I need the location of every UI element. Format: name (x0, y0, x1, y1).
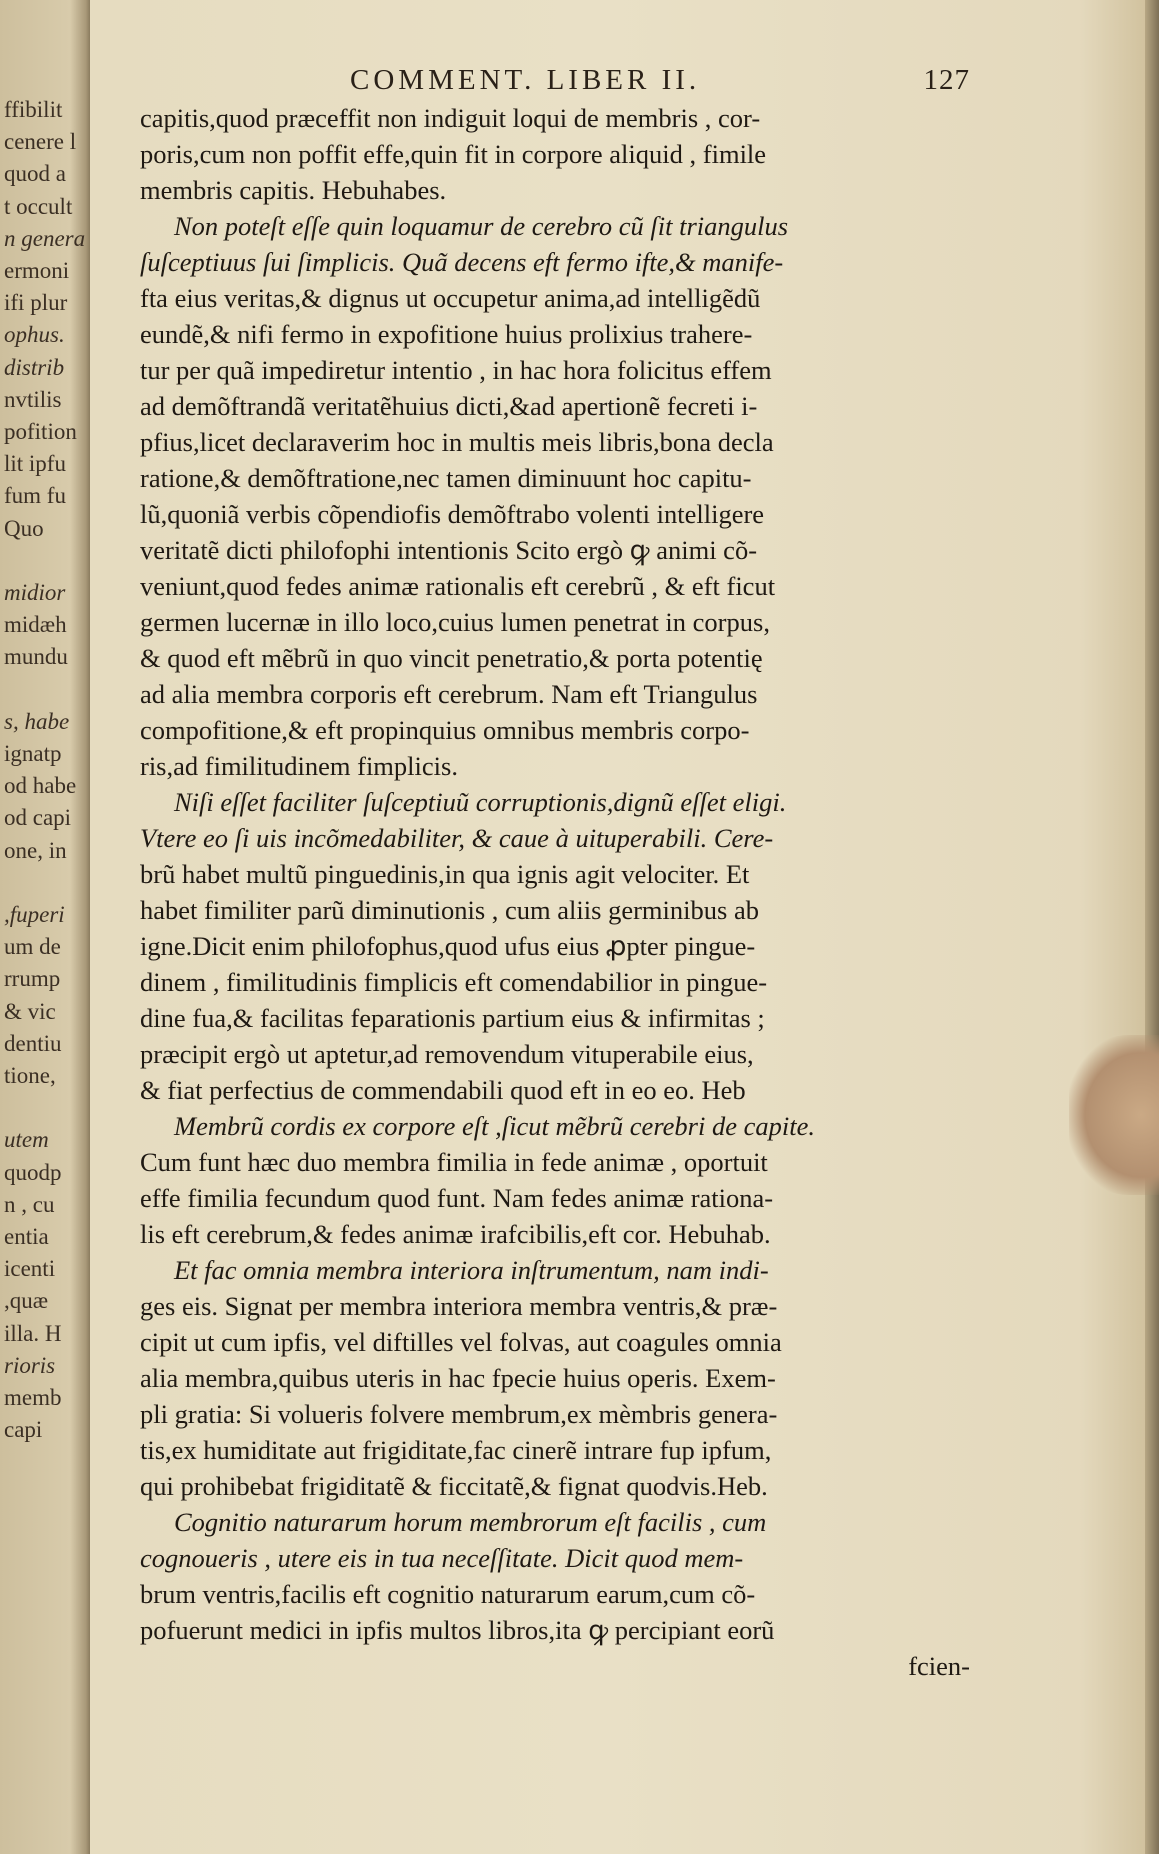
page-number: 127 (923, 64, 970, 96)
text-line: & quod eft mẽbrũ in quo vincit penetratio,& porta potentię (140, 643, 763, 673)
text-line: Vtere eo ſi uis incõmedabiliter, & caue à uituperabili. Cere- (140, 823, 774, 853)
text-line: lũ,quoniã verbis cõpendiofis demõftrabo volenti intelligere (140, 499, 765, 529)
facing-page-fragment: ,quæ (4, 1288, 49, 1314)
text-line: fta eius veritas,& dignus ut occupetur anima,ad intelligẽdũ (140, 283, 761, 313)
facing-page-fragment: dentiu (4, 1030, 62, 1056)
text-line: membris capitis. Hebuhabes. (140, 175, 447, 205)
text-line: ratione,& demõftratione,nec tamen diminuunt hoc capitu- (140, 463, 752, 493)
text-line: ris,ad fimilitudinem fimplicis. (140, 751, 458, 781)
text-line: pfius,licet declaraverim hoc in multis meis libris,bona decla (140, 427, 774, 457)
facing-page-fragment: n , cu (4, 1191, 55, 1217)
facing-page-fragment: & vic (4, 998, 56, 1024)
facing-page-fragment: um de (4, 934, 61, 960)
bookmark-tab (1069, 1035, 1159, 1195)
facing-page-fragment: rrump (4, 966, 61, 992)
facing-page-fragment: s, habe (4, 708, 70, 734)
facing-page-fragment: Quo (4, 515, 44, 541)
text-line: Cum funt hæc duo membra fimilia in fede animæ , oportuit (140, 1147, 768, 1177)
text-line: alia membra,quibus uteris in hac fpecie huius operis. Exem- (140, 1363, 776, 1393)
text-line: pli gratia: Si volueris folvere membrum,ex mèmbris genera- (140, 1399, 778, 1429)
running-header (140, 58, 970, 102)
text-line: tur per quã impediretur intentio , in hac hora folicitus effem (140, 355, 772, 385)
text-line: tis,ex humiditate aut frigiditate,fac cinerẽ intrare fup ipfum, (140, 1435, 772, 1465)
text-line: habet fimiliter parũ diminutionis , cum aliis germinibus ab (140, 895, 759, 925)
text-line: lis eft cerebrum,& fedes animæ irafcibilis,eft cor. Hebuhab. (140, 1219, 771, 1249)
text-line: cognoueris , utere eis in tua neceſſitate. Dicit quod mem- (140, 1543, 744, 1573)
text-line: effe fimilia fecundum quod funt. Nam fedes animæ rationa- (140, 1183, 774, 1213)
text-line: præcipit ergò ut aptetur,ad removendum vituperabile eius, (140, 1039, 754, 1069)
text-line: ges eis. Signat per membra interiora membra ventris,& præ- (140, 1291, 778, 1321)
facing-page-fragment: lit ipfu (4, 451, 66, 477)
text-line: compofitione,& eft propinquius omnibus membris corpo- (140, 715, 750, 745)
text-line: Cognitio naturarum horum membrorum eſt facilis , cum (174, 1507, 767, 1537)
text-line: germen lucernæ in illo loco,cuius lumen penetrat in corpus, (140, 607, 770, 637)
text-line: & fiat perfectius de commendabili quod eft in eo eo. Heb (140, 1075, 746, 1105)
facing-page-fragment: fum fu (4, 483, 66, 509)
facing-page-fragment: icenti (4, 1256, 56, 1282)
header-title: COMMENT. LIBER II. (350, 64, 701, 96)
facing-page-fragment: cenere l (4, 129, 77, 155)
text-line: poris,cum non poffit effe,quin fit in corpore aliquid , fimile (140, 139, 767, 169)
text-line: cipit ut cum ipfis, vel diftilles vel folvas, aut coagules omnia (140, 1327, 782, 1357)
text-line: eundẽ,& nifi fermo in expofitione huius prolixius trahere- (140, 319, 753, 349)
text-line: igne.Dicit enim philofophus,quod ufus eius ꝓpter pingue- (140, 931, 756, 961)
text-line: ad alia membra corporis eft cerebrum. Nam eft Triangulus (140, 679, 758, 709)
facing-page-fragment: quod a (4, 161, 66, 187)
facing-page-fragment: ignatp (4, 741, 62, 766)
text-line: pofuerunt medici in ipfis multos libros,ita ꝙ percipiant eorũ (140, 1615, 775, 1645)
facing-page-fragment: mundu (4, 644, 68, 670)
facing-page-fragment: utem (4, 1127, 49, 1153)
text-line: qui prohibebat frigiditatẽ & ficcitatẽ,& fignat quodvis.Heb. (140, 1471, 768, 1501)
facing-page-fragment: midior (4, 580, 66, 605)
facing-page-fragment: memb (4, 1385, 62, 1410)
facing-page-fragment: distrib (4, 354, 65, 380)
facing-page-fragment: rioris (4, 1352, 56, 1378)
text-line: veniunt,quod fedes animæ rationalis eft cerebrũ , & eft ficut (140, 571, 776, 601)
text-line: Et fac omnia membra interiora inſtrumentum, nam indi- (174, 1255, 769, 1285)
text-line: ſuſceptiuus ſui ſimplicis. Quã decens eft fermo ifte,& manife- (140, 247, 784, 277)
facing-page-fragment: midæh (4, 612, 67, 638)
facing-page-fragment: ifi plur (4, 290, 68, 316)
facing-page-fragment: ffibilit (4, 97, 63, 122)
text-line: brum ventris,facilis eft cognitio naturarum earum,cum cõ- (140, 1579, 756, 1609)
text-line: Membrũ cordis ex corpore eſt ,ſicut mẽbrũ cerebri de capite. (174, 1111, 815, 1141)
facing-page-fragment: t occult (4, 193, 73, 219)
facing-page-fragment: pofition (4, 419, 77, 444)
facing-page-fragment: n genera (4, 225, 86, 251)
text-line: capitis,quod præceffit non indiguit loqui de membris , cor- (140, 103, 761, 133)
facing-page-edge (0, 0, 90, 1854)
text-line: ad demõftrandã veritatẽhuius dicti,&ad apertionẽ fecreti i- (140, 391, 758, 421)
facing-page-fragment: capi (4, 1417, 43, 1443)
facing-page-fragment: quodp (4, 1159, 62, 1185)
catchword: fcien- (908, 1651, 970, 1681)
text-line: dinem , fimilitudinis fimplicis eft comendabilior in pingue- (140, 967, 768, 997)
text-line: dine fua,& facilitas feparationis partium eius & infirmitas ; (140, 1003, 765, 1033)
text-line: Niſi eſſet faciliter ſuſceptiuũ corruptionis,dignũ eſſet eligi. (174, 787, 787, 817)
main-text-block (140, 100, 970, 1684)
text-line: Non poteſt eſſe quin loquamur de cerebro cũ ſit triangulus (174, 211, 789, 241)
facing-page-fragment: ermoni (4, 258, 70, 283)
facing-page-fragment: illa. H (4, 1320, 62, 1346)
page-edge-shadow (1145, 0, 1159, 1854)
facing-page-fragment: od capi (4, 805, 72, 831)
facing-page-fragment: nvtilis (4, 386, 62, 412)
facing-page-fragment: ophus. (4, 322, 65, 348)
facing-page-fragment: od habe (4, 773, 77, 799)
facing-page-fragment: tione, (4, 1063, 56, 1088)
text-line: veritatẽ dicti philofophi intentionis Scito ergò ꝙ animi cõ- (140, 535, 758, 565)
facing-page-fragment: entia (4, 1224, 49, 1249)
facing-page-fragment: one, in (4, 837, 67, 863)
facing-page-fragment: ,fuperi (4, 902, 65, 927)
text-line: brũ habet multũ pinguedinis,in qua ignis agit velociter. Et (140, 859, 750, 889)
